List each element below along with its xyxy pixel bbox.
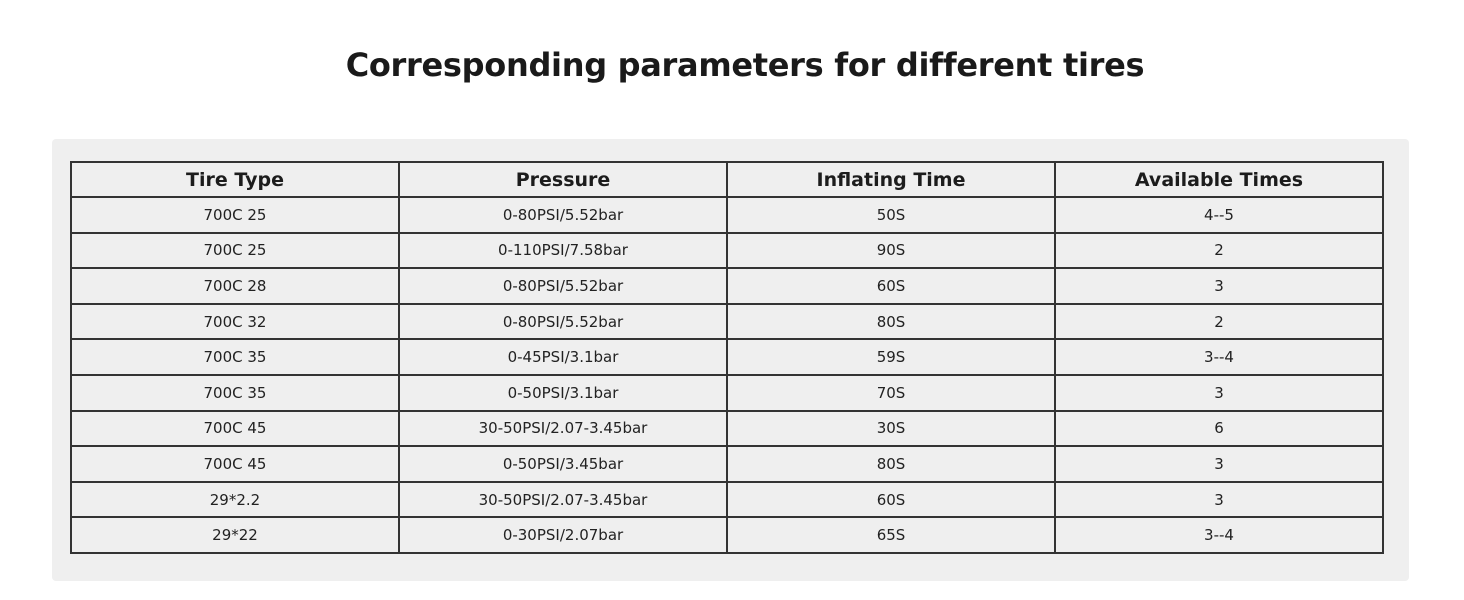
cell-tire-type: 700C 25: [71, 197, 399, 233]
cell-available-times: 3: [1055, 268, 1383, 304]
tire-parameters-table: [70, 161, 1384, 554]
cell-inflating-time: 60S: [727, 268, 1055, 304]
table-row: [71, 339, 1383, 375]
cell-pressure: 0-110PSI/7.58bar: [399, 233, 727, 269]
cell-pressure: 0-50PSI/3.45bar: [399, 446, 727, 482]
cell-pressure: 0-50PSI/3.1bar: [399, 375, 727, 411]
cell-tire-type: 700C 35: [71, 339, 399, 375]
cell-available-times: 2: [1055, 233, 1383, 269]
cell-tire-type: 700C 32: [71, 304, 399, 340]
table-row: [71, 197, 1383, 233]
header-tire-type: Tire Type: [71, 162, 399, 197]
cell-inflating-time: 70S: [727, 375, 1055, 411]
table-row: [71, 482, 1383, 518]
cell-tire-type: 29*22: [71, 517, 399, 553]
table-row: [71, 446, 1383, 482]
cell-available-times: 4--5: [1055, 197, 1383, 233]
cell-tire-type: 700C 25: [71, 233, 399, 269]
cell-pressure: 0-80PSI/5.52bar: [399, 304, 727, 340]
header-available-times: Available Times: [1055, 162, 1383, 197]
cell-available-times: 3--4: [1055, 339, 1383, 375]
cell-inflating-time: 80S: [727, 446, 1055, 482]
cell-pressure: 0-45PSI/3.1bar: [399, 339, 727, 375]
cell-inflating-time: 50S: [727, 197, 1055, 233]
cell-available-times: 3--4: [1055, 517, 1383, 553]
page-title: Corresponding parameters for different tires: [345, 46, 1145, 84]
cell-inflating-time: 30S: [727, 411, 1055, 447]
cell-tire-type: 700C 45: [71, 446, 399, 482]
cell-available-times: 3: [1055, 446, 1383, 482]
cell-available-times: 2: [1055, 304, 1383, 340]
cell-tire-type: 700C 28: [71, 268, 399, 304]
header-inflating-time: Inflating Time: [727, 162, 1055, 197]
cell-pressure: 0-80PSI/5.52bar: [399, 268, 727, 304]
cell-pressure: 0-30PSI/2.07bar: [399, 517, 727, 553]
cell-pressure: 30-50PSI/2.07-3.45bar: [399, 482, 727, 518]
cell-tire-type: 700C 45: [71, 411, 399, 447]
cell-inflating-time: 59S: [727, 339, 1055, 375]
cell-pressure: 0-80PSI/5.52bar: [399, 197, 727, 233]
header-pressure: Pressure: [399, 162, 727, 197]
table-panel: [52, 139, 1409, 581]
cell-available-times: 3: [1055, 375, 1383, 411]
table-row: [71, 304, 1383, 340]
cell-inflating-time: 90S: [727, 233, 1055, 269]
cell-tire-type: 700C 35: [71, 375, 399, 411]
cell-inflating-time: 60S: [727, 482, 1055, 518]
table-header-row: [71, 162, 1383, 197]
cell-tire-type: 29*2.2: [71, 482, 399, 518]
table-row: [71, 375, 1383, 411]
table-row: [71, 268, 1383, 304]
cell-inflating-time: 80S: [727, 304, 1055, 340]
table-row: [71, 517, 1383, 553]
cell-available-times: 6: [1055, 411, 1383, 447]
table-row: [71, 233, 1383, 269]
cell-available-times: 3: [1055, 482, 1383, 518]
cell-inflating-time: 65S: [727, 517, 1055, 553]
table-row: [71, 411, 1383, 447]
cell-pressure: 30-50PSI/2.07-3.45bar: [399, 411, 727, 447]
